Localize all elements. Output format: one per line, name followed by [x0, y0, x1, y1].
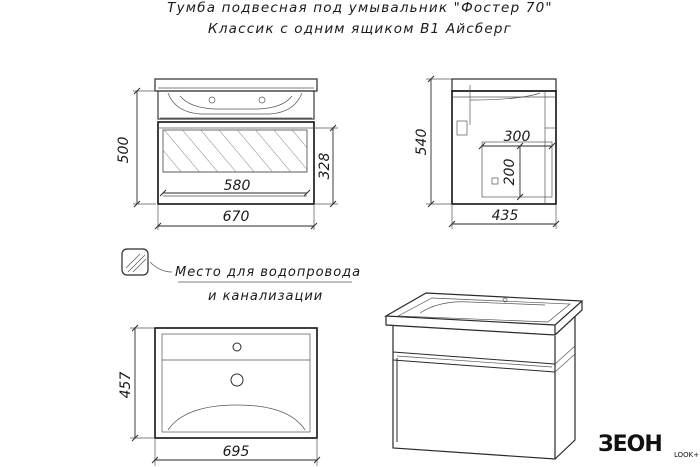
- dim-front-height: 500: [116, 136, 132, 164]
- dim-top-width: 695: [222, 444, 250, 460]
- brand-logo: [598, 432, 699, 459]
- dim-front-width: 670: [222, 209, 250, 225]
- legend: [122, 249, 361, 304]
- logo-text: ЗЕОН: [598, 432, 662, 457]
- dim-side-height: 540: [414, 128, 430, 156]
- legend-line-1: Место для водопровода: [175, 265, 362, 280]
- dim-drawer-height: 328: [317, 152, 333, 180]
- title-line-2: Классик с одним ящиком В1 Айсберг: [208, 21, 512, 37]
- front-view: [116, 79, 338, 230]
- dim-side-cutout-height: 200: [502, 158, 518, 186]
- side-view: [414, 76, 559, 229]
- dim-top-depth: 457: [118, 371, 134, 399]
- top-view: [118, 325, 320, 466]
- dim-drawer-inner-width: 580: [223, 178, 251, 194]
- isometric-view: [386, 293, 582, 459]
- dim-side-depth: 435: [491, 208, 519, 224]
- title-line-1: Тумба подвесная под умывальник "Фостер 70": [167, 0, 553, 16]
- logo-suffix: LOOK+: [674, 451, 700, 459]
- dim-side-cutout-width: 300: [503, 129, 531, 145]
- legend-line-2: и канализации: [208, 289, 324, 304]
